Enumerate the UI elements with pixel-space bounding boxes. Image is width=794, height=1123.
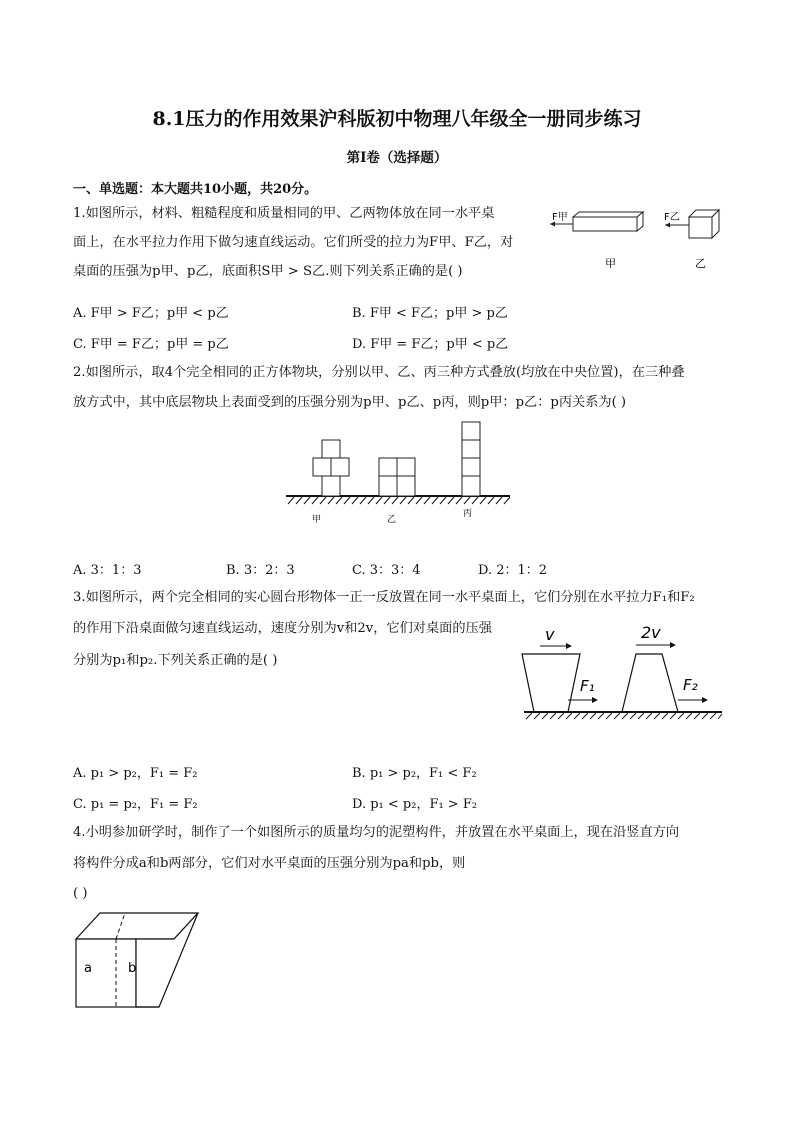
ground-hatching xyxy=(288,497,510,504)
label-f-jia: F甲 xyxy=(552,212,568,223)
q4-figure xyxy=(70,908,204,1012)
q4-line-2: 将构件分成a和b两部分，它们对水平桌面的压强分别为pa和pb，则 xyxy=(73,856,466,871)
q2-option-b[interactable]: B. 3：2：3 xyxy=(226,563,295,578)
q4-line-3: ( ) xyxy=(73,886,88,901)
label-bing: 丙 xyxy=(463,509,473,519)
label-b: b xyxy=(128,961,137,976)
volume-heading: 第Ⅰ卷（选择题） xyxy=(346,150,448,166)
label-a: a xyxy=(84,961,92,976)
section-heading: 一、单选题：本大题共10小题，共20分。 xyxy=(73,182,318,197)
q2-option-c[interactable]: C. 3：3：4 xyxy=(352,563,421,578)
block-jia xyxy=(573,212,643,231)
label-jia: 甲 xyxy=(605,257,616,270)
q4-line-1: 4.小明参加研学时，制作了一个如图所示的质量均匀的泥塑构件，并放置在水平桌面上，现在沿竖直方向 xyxy=(73,825,680,840)
q2-option-a[interactable]: A. 3：1：3 xyxy=(73,563,142,578)
q3-option-d[interactable]: D. p₁ < p₂，F₁ > F₂ xyxy=(352,797,478,812)
q3-line-1: 3.如图所示，两个完全相同的实心圆台形物体一正一反放置在同一水平桌面上，它们分别在水平拉力F₁和F₂ xyxy=(73,590,695,605)
ground-hatching xyxy=(526,713,722,719)
q2-line-2: 放方式中，其中底层物块上表面受到的压强分别为p甲、p乙、p丙，则p甲：p乙：p丙关系为( ) xyxy=(73,395,627,410)
page-title: 8.1压力的作用效果沪科版初中物理八年级全一册同步练习 xyxy=(152,108,642,130)
q3-option-c[interactable]: C. p₁ = p₂，F₁ = F₂ xyxy=(73,797,198,812)
stack-bing xyxy=(462,422,480,496)
label-f-yi: F乙 xyxy=(664,212,680,223)
q1-line-2: 面上，在水平拉力作用下做匀速直线运动。它们所受的拉力为F甲、F乙，对 xyxy=(73,235,514,250)
q1-figure xyxy=(540,200,730,280)
label-jia: 甲 xyxy=(312,515,322,525)
label-yi: 乙 xyxy=(695,257,706,270)
q1-option-b[interactable]: B. F甲 < F乙；p甲 > p乙 xyxy=(352,306,508,321)
q2-figure xyxy=(282,418,514,526)
frustum-upright xyxy=(622,654,678,712)
q1-option-c[interactable]: C. F甲 = F乙；p甲 = p乙 xyxy=(73,337,229,352)
q3-option-b[interactable]: B. p₁ > p₂，F₁ < F₂ xyxy=(352,766,477,781)
q2-line-1: 2.如图所示，取4个完全相同的正方体物块，分别以甲、乙、丙三种方式叠放(均放在中央位置)，在三种叠 xyxy=(73,365,685,380)
label-f2: F₂ xyxy=(683,676,698,694)
label-2v: 2v xyxy=(641,623,661,642)
q2-option-d[interactable]: D. 2：1：2 xyxy=(478,563,548,578)
q3-figure xyxy=(518,618,728,730)
label-f1: F₁ xyxy=(580,677,595,695)
stack-yi xyxy=(379,458,415,496)
q1-line-3: 桌面的压强为p甲、p乙，底面积S甲 > S乙.则下列关系正确的是( ) xyxy=(73,264,463,279)
q1-option-a[interactable]: A. F甲 > F乙；p甲 < p乙 xyxy=(73,306,229,321)
label-yi: 乙 xyxy=(387,515,397,525)
block-yi xyxy=(689,210,719,238)
frustum-inverted xyxy=(522,654,580,712)
q3-line-3: 分别为p₁和p₂.下列关系正确的是( ) xyxy=(73,653,278,668)
q3-option-a[interactable]: A. p₁ > p₂，F₁ = F₂ xyxy=(73,766,198,781)
q3-line-2: 的作用下沿桌面做匀速直线运动，速度分别为v和2v，它们对桌面的压强 xyxy=(73,621,492,636)
label-v: v xyxy=(545,625,555,644)
q1-line-1: 1.如图所示，材料、粗糙程度和质量相同的甲、乙两物体放在同一水平桌 xyxy=(73,206,495,221)
q1-option-d[interactable]: D. F甲 = F乙；p甲 < p乙 xyxy=(352,337,509,352)
stack-jia xyxy=(313,440,349,496)
